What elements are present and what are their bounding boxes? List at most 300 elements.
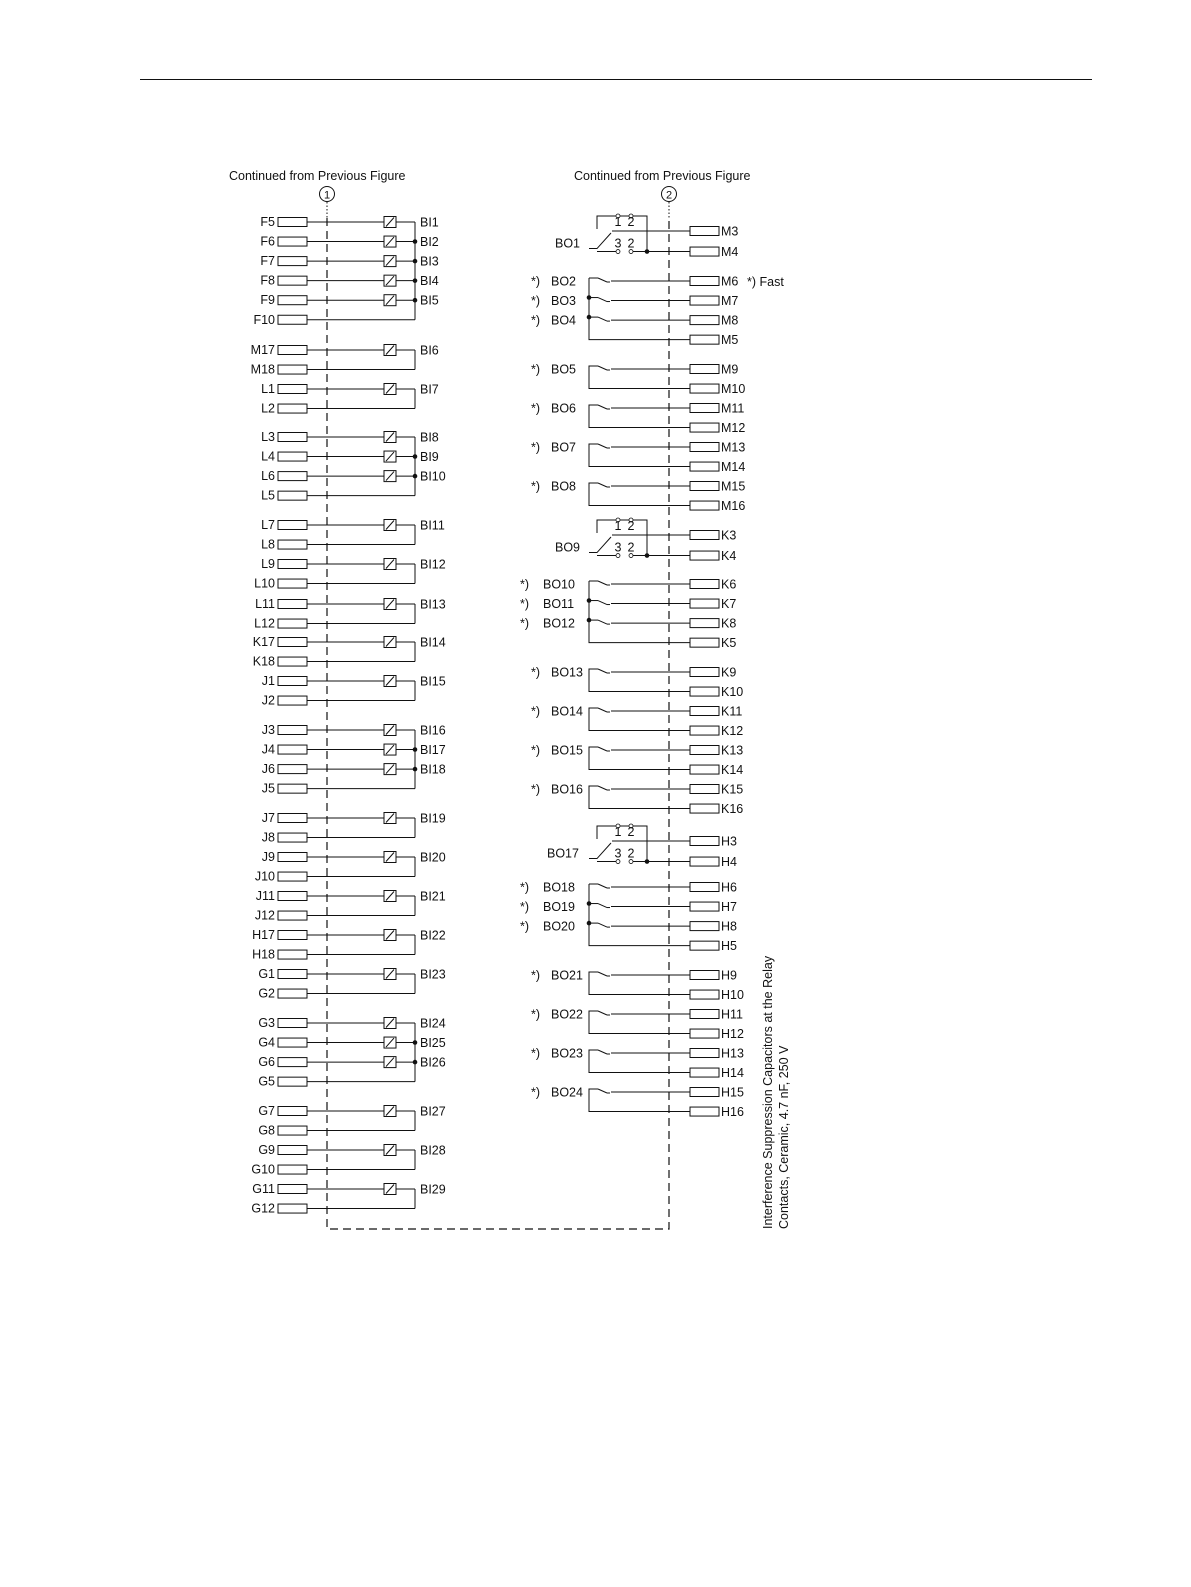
terminal-label-k17: K17 xyxy=(252,635,275,649)
bi-group-19 xyxy=(251,1182,445,1216)
bo-label-bo7: BO7 xyxy=(551,440,577,455)
terminal-label-j9: J9 xyxy=(261,850,275,864)
switch-blade xyxy=(598,708,607,712)
bi-group-6 xyxy=(254,557,446,591)
fast-marker: *) xyxy=(530,968,540,983)
terminal-label-k10: K10 xyxy=(721,685,744,700)
bi-label-bi27: BI27 xyxy=(420,1104,446,1119)
terminal-label-g8: G8 xyxy=(258,1123,275,1138)
terminal-label-m5: M5 xyxy=(721,333,739,348)
terminal-j8 xyxy=(278,833,307,842)
terminal-label-m10: M10 xyxy=(721,382,746,397)
bi-label-bi16: BI16 xyxy=(420,723,446,738)
bo-frame xyxy=(597,826,647,862)
terminal-label-k8: K8 xyxy=(721,616,737,631)
terminal-h9 xyxy=(690,971,719,980)
bo-wire xyxy=(589,786,598,796)
bo-wire xyxy=(589,1011,598,1021)
switch-blade xyxy=(598,483,607,487)
terminal-label-k4: K4 xyxy=(721,549,737,564)
contact-label-1: 1 xyxy=(614,825,622,839)
terminal-label-k16: K16 xyxy=(721,802,744,817)
terminal-label-k9: K9 xyxy=(721,665,737,680)
contact-label-2: 2 xyxy=(627,825,635,839)
fast-marker: *) xyxy=(530,294,540,309)
terminal-label-j3: J3 xyxy=(261,723,275,737)
bi-group-13 xyxy=(255,889,446,923)
bi-label-bi2: BI2 xyxy=(420,235,439,250)
terminal-k10 xyxy=(690,687,719,696)
terminal-m14 xyxy=(690,462,719,471)
bo-wire xyxy=(589,483,598,493)
terminal-k3 xyxy=(690,531,719,540)
terminal-f10 xyxy=(278,315,307,324)
bo-group-1 xyxy=(555,214,738,259)
bo-wire xyxy=(589,405,598,415)
fast-marker: *) xyxy=(530,274,540,289)
switch-blade xyxy=(598,884,607,888)
marker-left xyxy=(320,187,335,202)
terminal-k13 xyxy=(690,746,719,755)
terminal-l10 xyxy=(278,579,307,588)
terminal-label-j4: J4 xyxy=(261,742,275,757)
terminal-label-f9: F9 xyxy=(260,293,275,308)
switch-blade xyxy=(598,278,607,282)
bo-wire xyxy=(589,708,598,718)
bi-label-bi22: BI22 xyxy=(420,928,446,943)
bo-label-bo15: BO15 xyxy=(551,743,583,758)
terminal-label-l11: L11 xyxy=(255,597,275,611)
bi-label-bi1: BI1 xyxy=(420,215,439,230)
terminal-label-f7: F7 xyxy=(260,254,275,269)
terminal-label-h5: H5 xyxy=(721,939,737,954)
switch-blade xyxy=(598,669,607,673)
bi-label-bi18: BI18 xyxy=(420,762,446,777)
terminal-j9 xyxy=(278,853,307,862)
terminal-j6 xyxy=(278,765,307,774)
bo-label-bo5: BO5 xyxy=(551,362,577,377)
terminal-label-h14: H14 xyxy=(721,1066,744,1081)
terminal-m9 xyxy=(690,365,719,374)
bo-group-4 xyxy=(531,402,745,436)
terminal-label-h17: H17 xyxy=(252,928,275,942)
bi-label-bi15: BI15 xyxy=(420,674,446,689)
contact-label-1: 1 xyxy=(614,215,622,229)
terminal-label-j8: J8 xyxy=(261,830,275,845)
terminal-label-k6: K6 xyxy=(721,577,737,592)
terminal-label-l6: L6 xyxy=(261,469,275,484)
terminal-label-h6: H6 xyxy=(721,880,737,895)
bo-group-8 xyxy=(520,578,736,651)
terminal-l11 xyxy=(278,600,307,609)
bo-return-wire xyxy=(589,982,690,995)
terminal-l12 xyxy=(278,619,307,628)
terminal-label-g9: G9 xyxy=(258,1143,275,1157)
terminal-m17 xyxy=(278,346,307,355)
contact-label-3: 3 xyxy=(614,846,622,861)
terminal-k11 xyxy=(690,707,719,716)
terminal-j10 xyxy=(278,872,307,881)
terminal-label-h12: H12 xyxy=(721,1027,744,1042)
bo-group-11 xyxy=(531,744,743,778)
terminal-label-g2: G2 xyxy=(258,986,275,1001)
terminal-h18 xyxy=(278,950,307,959)
bi-group-10 xyxy=(262,723,446,796)
bi-label-bi9: BI9 xyxy=(420,450,439,465)
bo-wire xyxy=(589,366,598,376)
terminal-h15 xyxy=(690,1088,719,1097)
bi-label-bi26: BI26 xyxy=(420,1055,446,1070)
terminal-label-g7: G7 xyxy=(258,1104,275,1118)
terminal-label-g3: G3 xyxy=(258,1016,275,1030)
terminal-h14 xyxy=(690,1068,719,1077)
bi-group-3 xyxy=(261,382,439,416)
bo-group-12 xyxy=(531,783,743,817)
bo-label-bo19: BO19 xyxy=(543,900,575,915)
terminal-label-h10: H10 xyxy=(721,988,744,1003)
bo-group-18 xyxy=(531,1086,744,1120)
bo-group-14 xyxy=(520,881,737,954)
bo-return-wire xyxy=(589,1060,690,1073)
fast-marker: *) xyxy=(519,919,529,934)
terminal-label-m14: M14 xyxy=(721,460,746,475)
terminal-j12 xyxy=(278,911,307,920)
terminal-label-h13: H13 xyxy=(721,1046,744,1061)
terminal-m10 xyxy=(690,384,719,393)
bo-return-wire xyxy=(589,1021,690,1034)
terminal-m8 xyxy=(690,316,719,325)
bi-group-5 xyxy=(261,518,445,552)
terminal-g3 xyxy=(278,1019,307,1028)
terminal-label-j11: J11 xyxy=(255,889,275,903)
bi-group-15 xyxy=(258,967,445,1001)
bi-label-bi28: BI28 xyxy=(420,1143,446,1158)
switch-blade xyxy=(589,843,611,859)
terminal-label-k7: K7 xyxy=(721,597,737,612)
terminal-g12 xyxy=(278,1204,307,1213)
bo-common-wire xyxy=(589,278,690,340)
bi-label-bi3: BI3 xyxy=(420,254,439,269)
bi-label-bi6: BI6 xyxy=(420,343,439,358)
bo-group-10 xyxy=(531,705,743,739)
binary-input-section xyxy=(251,215,446,1216)
bo-wire xyxy=(589,747,598,757)
bi-label-bi29: BI29 xyxy=(420,1182,446,1197)
bo-group-9 xyxy=(531,666,743,700)
terminal-label-l8: L8 xyxy=(261,537,275,552)
switch-blade xyxy=(589,233,611,249)
bo-label-bo2: BO2 xyxy=(551,274,577,289)
terminal-label-g4: G4 xyxy=(258,1035,275,1050)
bi-group-18 xyxy=(251,1143,445,1177)
terminal-label-g10: G10 xyxy=(251,1162,275,1177)
terminal-m13 xyxy=(690,443,719,452)
terminal-h6 xyxy=(690,883,719,892)
bo-label-bo23: BO23 xyxy=(551,1046,583,1061)
terminal-f5 xyxy=(278,218,307,227)
terminal-label-l5: L5 xyxy=(261,488,275,503)
terminal-m15 xyxy=(690,482,719,491)
contact-label-2b: 2 xyxy=(627,236,635,251)
fast-marker: *) xyxy=(530,704,540,719)
bo-label-bo4: BO4 xyxy=(551,313,577,328)
binary-output-section xyxy=(520,214,745,1119)
terminal-label-m9: M9 xyxy=(721,362,739,377)
terminal-f7 xyxy=(278,257,307,266)
terminal-m5 xyxy=(690,335,719,344)
terminal-label-f8: F8 xyxy=(260,273,275,288)
terminal-label-h9: H9 xyxy=(721,968,737,983)
terminal-label-h7: H7 xyxy=(721,900,737,915)
bo-label-bo1: BO1 xyxy=(555,236,581,251)
switch-blade xyxy=(598,1089,607,1093)
bo-frame xyxy=(597,216,647,252)
terminal-m3 xyxy=(690,227,719,236)
bi-label-bi4: BI4 xyxy=(420,274,439,289)
bo-label-bo6: BO6 xyxy=(551,401,577,416)
bo-label-bo12: BO12 xyxy=(543,616,575,631)
terminal-l8 xyxy=(278,540,307,549)
marker-left-label: 1 xyxy=(323,189,331,202)
terminal-label-m6: M6 xyxy=(721,274,739,289)
switch-blade xyxy=(598,298,607,302)
terminal-label-l10: L10 xyxy=(254,576,275,591)
terminal-m18 xyxy=(278,365,307,374)
bi-label-bi24: BI24 xyxy=(420,1016,446,1031)
capacitor-note xyxy=(761,955,791,1229)
terminal-label-l12: L12 xyxy=(254,616,275,631)
bi-group-8 xyxy=(253,635,446,669)
terminal-h10 xyxy=(690,990,719,999)
terminal-j5 xyxy=(278,784,307,793)
terminal-j1 xyxy=(278,677,307,686)
fast-marker: *) xyxy=(530,1046,540,1061)
bi-group-2 xyxy=(251,343,439,377)
bi-label-bi20: BI20 xyxy=(420,850,446,865)
bi-group-9 xyxy=(262,674,446,708)
bo-return-wire xyxy=(589,796,690,809)
terminal-label-m13: M13 xyxy=(721,440,746,455)
switch-blade xyxy=(598,923,607,927)
switch-blade xyxy=(598,1050,607,1054)
terminal-label-h16: H16 xyxy=(721,1105,744,1120)
terminal-l7 xyxy=(278,521,307,530)
terminal-label-m11: M11 xyxy=(721,401,745,416)
bo-wire xyxy=(589,972,598,982)
terminal-g2 xyxy=(278,989,307,998)
terminal-k12 xyxy=(690,726,719,735)
bi-label-bi5: BI5 xyxy=(420,293,439,308)
bo-label-bo3: BO3 xyxy=(551,294,577,309)
terminal-j11 xyxy=(278,892,307,901)
terminal-label-m7: M7 xyxy=(721,294,739,309)
terminal-h3 xyxy=(690,837,719,846)
terminal-label-k15: K15 xyxy=(721,782,744,797)
terminal-label-h11: H11 xyxy=(721,1007,744,1022)
terminal-label-m3: M3 xyxy=(721,224,739,239)
fast-marker: *) xyxy=(530,401,540,416)
terminal-j2 xyxy=(278,696,307,705)
terminal-f8 xyxy=(278,276,307,285)
terminal-l2 xyxy=(278,404,307,413)
fast-marker: *) xyxy=(519,577,529,592)
terminal-m11 xyxy=(690,404,719,413)
fast-marker: *) xyxy=(530,1085,540,1100)
terminal-f6 xyxy=(278,237,307,246)
terminal-g10 xyxy=(278,1165,307,1174)
switch-blade xyxy=(598,786,607,790)
header-left: Continued from Previous Figure xyxy=(229,169,406,183)
terminal-m7 xyxy=(690,296,719,305)
bo-label-bo11: BO11 xyxy=(543,597,575,612)
terminal-k7 xyxy=(690,599,719,608)
contact-label-1: 1 xyxy=(614,519,622,533)
bo-label-bo13: BO13 xyxy=(551,665,583,680)
switch-blade xyxy=(598,317,607,321)
terminal-label-k14: K14 xyxy=(721,763,744,778)
contact-label-3: 3 xyxy=(614,236,622,251)
fast-marker: *) xyxy=(530,313,540,328)
terminal-g1 xyxy=(278,970,307,979)
terminal-k15 xyxy=(690,785,719,794)
terminal-k6 xyxy=(690,580,719,589)
terminal-label-m12: M12 xyxy=(721,421,746,436)
bo-wire xyxy=(589,1050,598,1060)
terminal-k9 xyxy=(690,668,719,677)
terminal-k18 xyxy=(278,657,307,666)
terminal-label-l2: L2 xyxy=(261,401,275,416)
bi-group-17 xyxy=(258,1104,445,1138)
bo-group-6 xyxy=(531,480,745,514)
contact-label-2: 2 xyxy=(627,519,635,533)
terminal-label-j7: J7 xyxy=(261,811,275,825)
bi-label-bi14: BI14 xyxy=(420,635,446,650)
bo-return-wire xyxy=(589,376,690,389)
terminal-label-k11: K11 xyxy=(721,704,743,719)
terminal-label-h4: H4 xyxy=(721,855,737,870)
terminal-h17 xyxy=(278,931,307,940)
terminal-h11 xyxy=(690,1010,719,1019)
fast-marker: *) xyxy=(530,743,540,758)
bo-label-bo8: BO8 xyxy=(551,479,577,494)
bo-wire xyxy=(589,1089,598,1099)
terminal-m12 xyxy=(690,423,719,432)
terminal-j4 xyxy=(278,745,307,754)
terminal-j7 xyxy=(278,814,307,823)
terminal-k17 xyxy=(278,638,307,647)
terminal-l6 xyxy=(278,472,307,481)
terminal-l5 xyxy=(278,491,307,500)
bi-label-bi11: BI11 xyxy=(420,518,445,533)
fast-marker: *) xyxy=(530,665,540,680)
bi-label-bi17: BI17 xyxy=(420,743,446,758)
bo-label-bo24: BO24 xyxy=(551,1085,583,1100)
bi-label-bi13: BI13 xyxy=(420,597,446,612)
terminal-h16 xyxy=(690,1107,719,1116)
bi-group-11 xyxy=(262,811,446,845)
bo-frame xyxy=(597,520,647,556)
terminal-h13 xyxy=(690,1049,719,1058)
terminal-label-m16: M16 xyxy=(721,499,746,514)
terminal-label-k12: K12 xyxy=(721,724,744,739)
bo-group-15 xyxy=(531,969,744,1003)
contact-label-3: 3 xyxy=(614,540,622,555)
terminal-g11 xyxy=(278,1185,307,1194)
fast-marker: *) xyxy=(519,880,529,895)
bo-label-bo18: BO18 xyxy=(543,880,575,895)
terminal-label-k18: K18 xyxy=(252,654,275,669)
contact-label-2b: 2 xyxy=(627,540,635,555)
bi-label-bi8: BI8 xyxy=(420,430,439,445)
terminal-g7 xyxy=(278,1107,307,1116)
terminal-label-g1: G1 xyxy=(258,967,275,981)
switch-blade xyxy=(598,366,607,370)
bi-label-bi23: BI23 xyxy=(420,967,446,982)
bo-wire xyxy=(589,669,598,679)
terminal-label-j1: J1 xyxy=(261,674,275,688)
terminal-label-h18: H18 xyxy=(252,947,275,962)
bi-group-7 xyxy=(254,597,446,631)
terminal-label-l4: L4 xyxy=(261,449,275,464)
bo-label-bo21: BO21 xyxy=(551,968,583,983)
terminal-g6 xyxy=(278,1058,307,1067)
bo-label-bo14: BO14 xyxy=(551,704,583,719)
junction-dot xyxy=(645,553,650,558)
terminal-label-j5: J5 xyxy=(261,781,275,796)
junction-dot xyxy=(645,859,650,864)
terminal-label-l1: L1 xyxy=(261,382,275,396)
terminal-k4 xyxy=(690,551,719,560)
terminal-label-g11: G11 xyxy=(252,1182,275,1196)
switch-blade xyxy=(598,904,607,908)
junction-dot xyxy=(645,249,650,254)
bo-label-bo20: BO20 xyxy=(543,919,575,934)
switch-blade xyxy=(598,747,607,751)
terminal-m16 xyxy=(690,501,719,510)
bo-group-17 xyxy=(531,1047,744,1081)
capacitor-note-line2: Contacts, Ceramic, 4.7 nF, 250 V xyxy=(777,1045,791,1229)
terminal-label-m15: M15 xyxy=(721,479,746,494)
switch-blade xyxy=(589,537,611,553)
bi-group-1 xyxy=(253,215,438,327)
terminal-label-j6: J6 xyxy=(261,762,275,777)
terminal-label-f5: F5 xyxy=(260,215,275,229)
terminal-label-m8: M8 xyxy=(721,313,739,328)
bi-group-12 xyxy=(255,850,446,884)
bi-group-4 xyxy=(261,430,446,503)
terminal-label-k13: K13 xyxy=(721,743,744,758)
switch-blade xyxy=(598,444,607,448)
terminal-l3 xyxy=(278,433,307,442)
terminal-label-l7: L7 xyxy=(261,518,275,532)
switch-blade xyxy=(598,581,607,585)
fast-marker: *) xyxy=(530,1007,540,1022)
terminal-label-k5: K5 xyxy=(721,636,737,651)
terminal-label-l3: L3 xyxy=(261,430,275,444)
bo-return-wire xyxy=(589,1099,690,1112)
terminal-f9 xyxy=(278,296,307,305)
terminal-label-f6: F6 xyxy=(260,234,275,249)
bo-group-5 xyxy=(531,441,745,475)
terminal-l1 xyxy=(278,385,307,394)
fast-marker: *) xyxy=(519,616,529,631)
bo-common-wire xyxy=(589,884,690,946)
terminal-j3 xyxy=(278,726,307,735)
terminal-label-h15: H15 xyxy=(721,1085,744,1100)
switch-blade xyxy=(598,972,607,976)
terminal-h4 xyxy=(690,857,719,866)
terminal-k14 xyxy=(690,765,719,774)
